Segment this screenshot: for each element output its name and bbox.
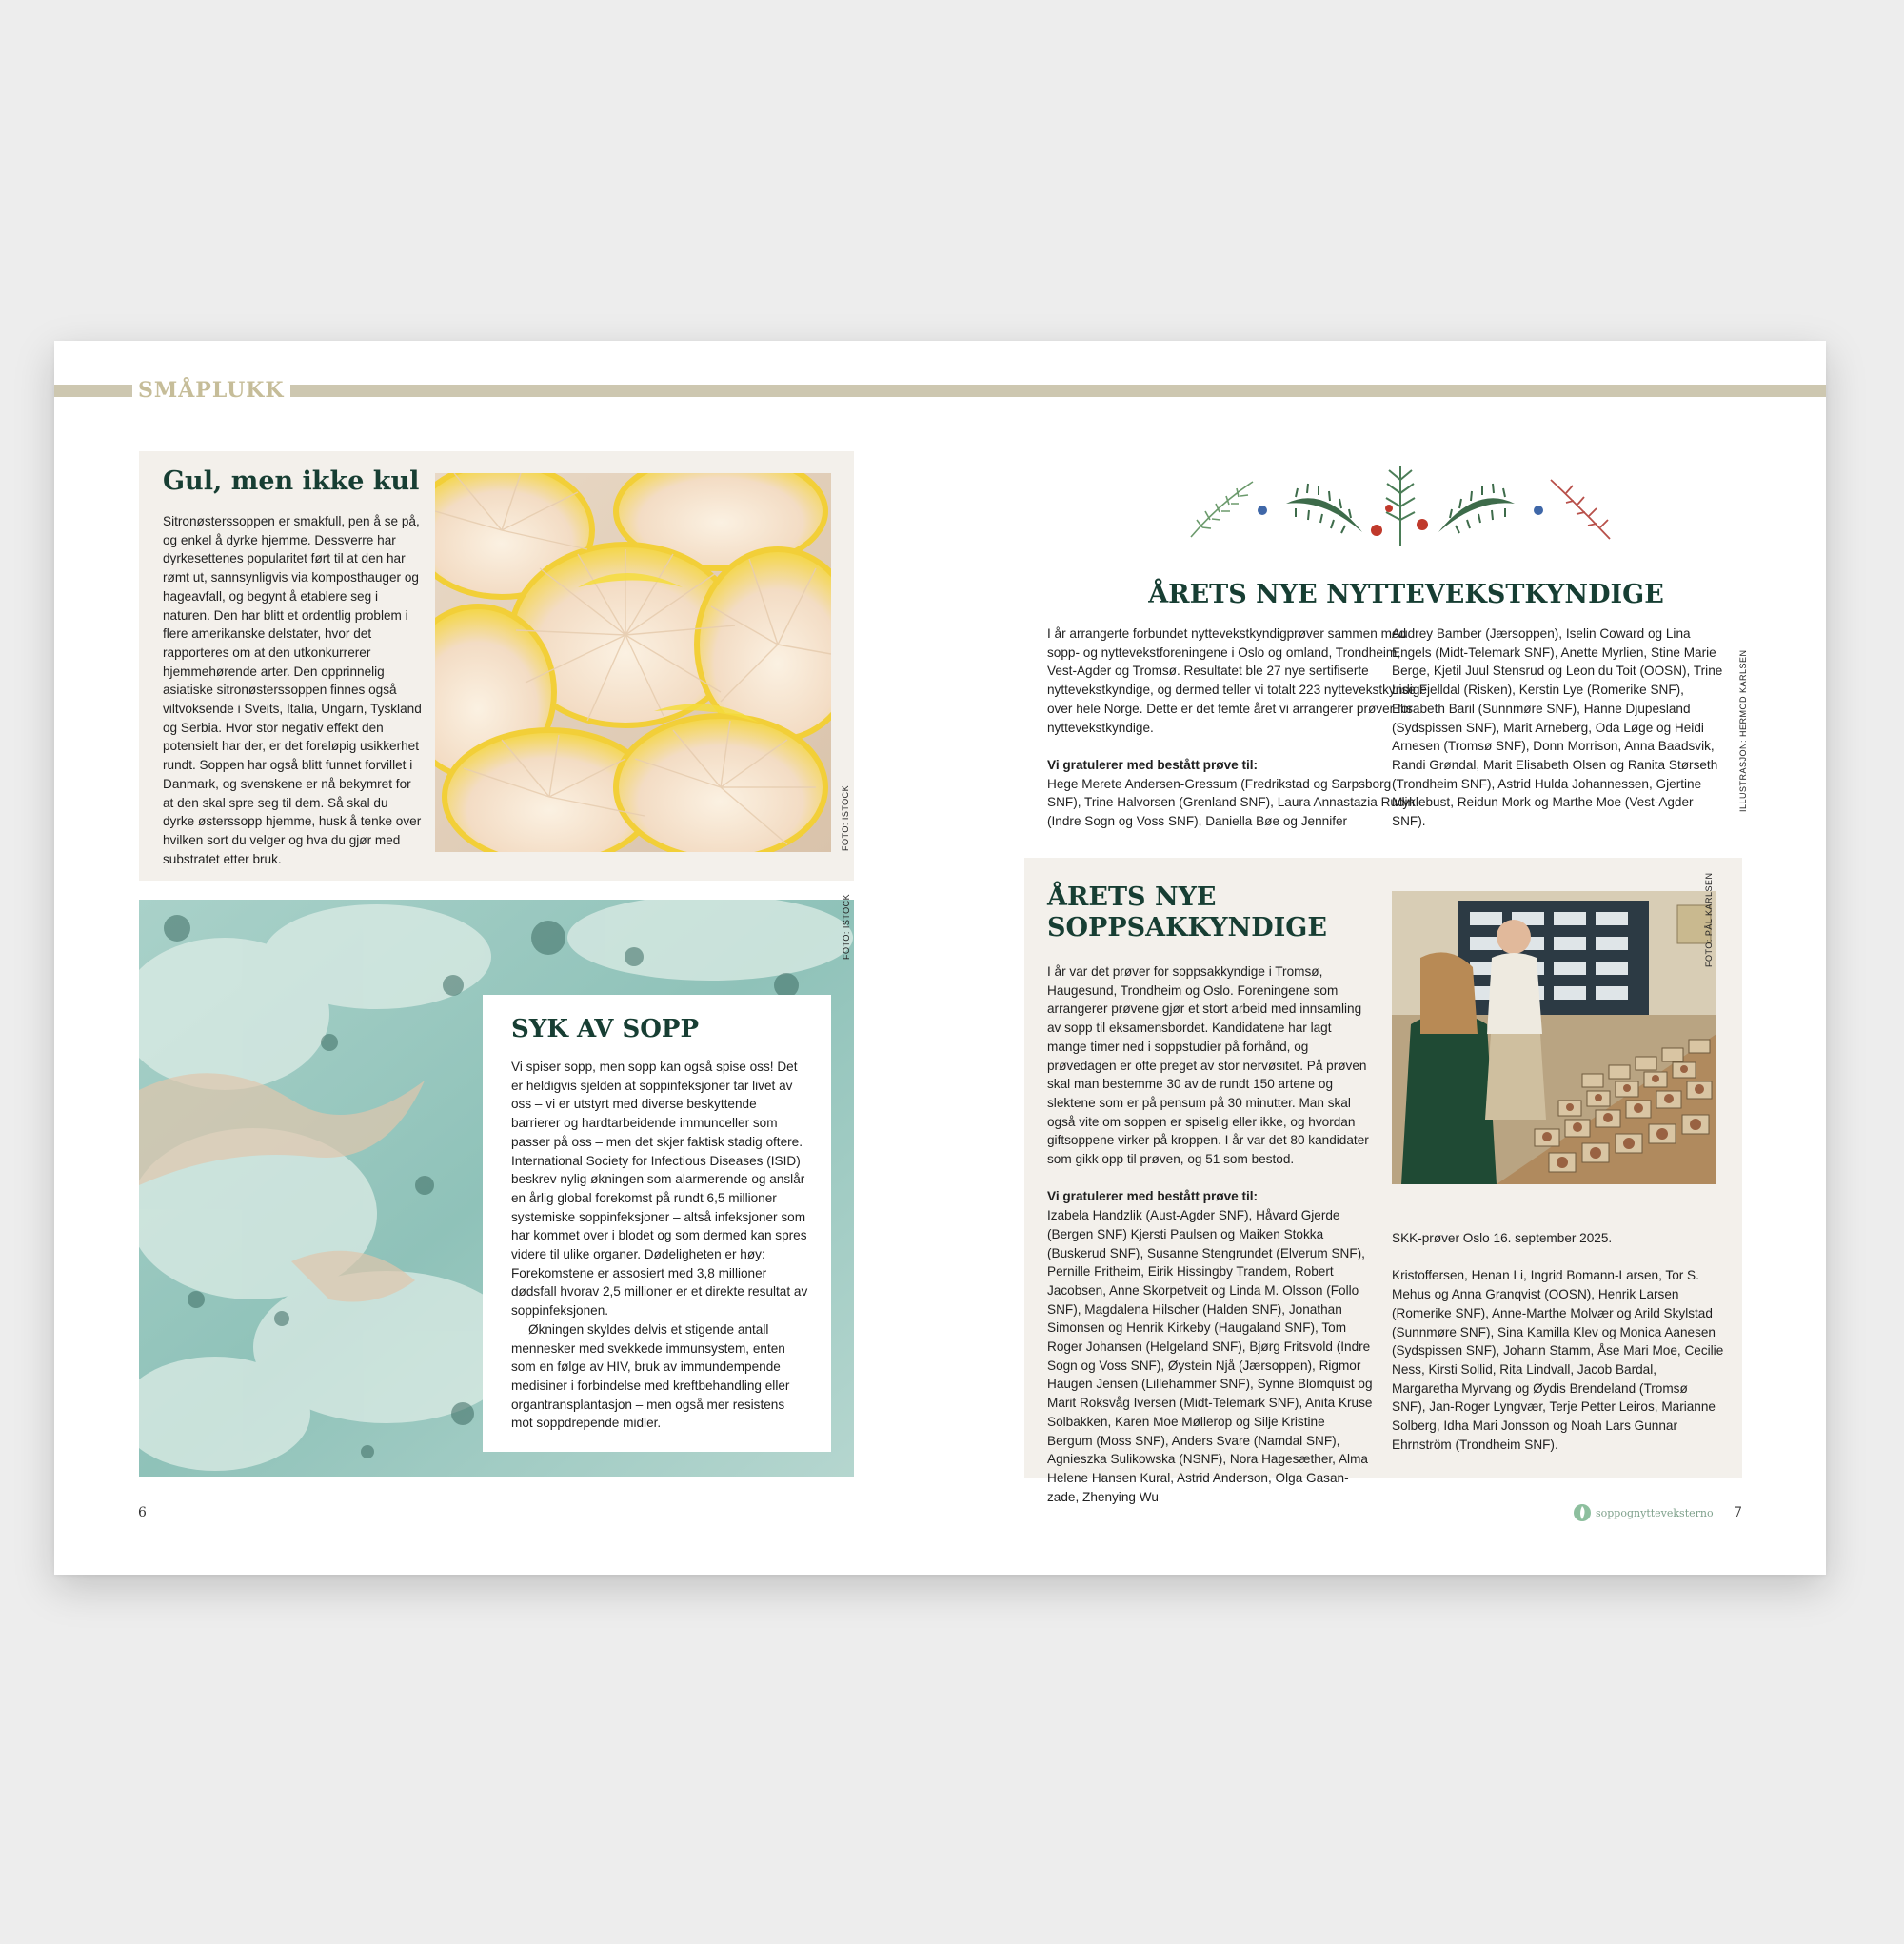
nytte-names-1: Hege Merete Andersen-Gressum (Fredrikstad og Sarpsborg SNF), Trine Halvorsen (Grenland SNF), Laura Annastazia Rudin (Indre Sogn og Voss SNF), Daniella Bøe og Jennifer	[1047, 776, 1416, 829]
sopp-photo-credit: FOTO: PÅL KARLSEN	[1704, 872, 1714, 967]
magazine-spread	[54, 341, 1826, 1575]
nytte-congrats: Vi gratulerer med bestått prøve til:	[1047, 757, 1259, 772]
syk-paragraph-2: Økningen skyldes delvis et stigende antall mennesker med svekkede immunsystem, enten som en følge av HIV, bruk av immundempende medisiner i forbindelse med kreftbehandling eller organtransplantasjon – men også mer resistens mot soppdrepende midler.	[511, 1321, 790, 1431]
gul-photo-credit: FOTO: ISTOCK	[841, 784, 850, 851]
section-bar	[54, 385, 1826, 397]
section-label: SMÅPLUKK	[132, 377, 290, 404]
nytte-column-1	[1047, 625, 1428, 831]
page-number-left: 6	[138, 1505, 147, 1520]
page-number-right: 7	[1734, 1505, 1742, 1520]
sopp-photo-caption: SKK-prøver Oslo 16. september 2025.	[1392, 1231, 1613, 1245]
exam-photo	[1392, 891, 1716, 1184]
sopp-spacer	[1047, 1169, 1373, 1188]
sopp-spacer-2	[1392, 1248, 1725, 1267]
gul-title: Gul, men ikke kul	[163, 466, 420, 496]
sopp-title-line-2: SOPPSAKKYNDIGE	[1047, 913, 1327, 942]
gul-paragraph: Sitronøsterssoppen er smakfull, pen å se på, og enkel å dyrke hjemme. Dessverre har dyrkesettenes popularitet ført til at den har rømt ut, sannsynligvis via komposthauger og hageavfall, og begynt å etablere seg i naturen. Den har blitt et ordentlig problem i flere amerikanske delstater, hvor det rapporteres om at den utkonkurrerer hjemmehørende arter. Den opprinnelig asiatiske sitronøsterssoppen finnes også viltvoksende i Sveits, Italia, Ungarn, Tyskland og Serbia. Hvor stor negativ effekt den potensielt har der, er det foreløpig usikkerhet rundt. Soppen har også blitt funnet forvillet i Danmark, og svenskene er nå bekymret for at den skal spre seg til dem. Så skal du dyrke østerssopp hjemme, husk å tenke over hvilken sort du velger og hva du gjør med substratet etter bruk.	[163, 514, 422, 866]
syk-article	[483, 995, 831, 1452]
nytte-title: ÅRETS NYE NYTTEVEKSTKYNDIGE	[1148, 580, 1664, 609]
sopp-intro: I år var det prøver for soppsakkyndige i Tromsø, Haugesund, Trondheim og Oslo. Foreningene som arrangerer prøvene gjør et stort arbeid med innsamling av sopp til eksamensbordet. Kandidatene har lagt mange timer ned i soppstudier på forhånd, og prøvedagen er ofte preget av stor nervøsitet. På prøven skal man bestemme 30 av de rundt 150 artene og slektene som er på pensum på 30 minutter. Man skal også vite om soppen er spiselig eller ikke, og hvordan giftsoppene virker på kroppen. I år var det 80 kandidater som gikk opp til prøven, og 51 som bestod.	[1047, 964, 1369, 1167]
nytte-column-2	[1392, 625, 1725, 831]
exam-photo-image	[1392, 891, 1716, 1184]
nytte-names-2: Audrey Bamber (Jærsoppen), Iselin Coward og Lina Engels (Midt-Telemark SNF), Anette Myrlien, Stine Marie Berge, Kjetil Juul Stensrud og Leon du Toit (OOSN), Trine Lise Fjelldal (Risken), Kerstin Lye (Romerike SNF), Elisabeth Baril (Sunnmøre SNF), Hanne Djupesland (Sydspissen SNF), Marit Arneberg, Oda Løge og Heidi Arnesen (Tromsø SNF), Donn Morrison, Anna Baadsvik, Randi Grøndal, Marit Elisabeth Olsen og Ranita Størseth (Trondheim SNF), Astrid Hulda Johannessen, Gjertine Myklebust, Reidun Mork og Marthe Moe (Vest-Agder SNF).	[1392, 626, 1723, 829]
sopp-title-line-1: ÅRETS NYE	[1047, 883, 1217, 912]
syk-paragraph-1: Vi spiser sopp, men sopp kan også spise oss! Det er heldigvis sjelden at soppinfeksjoner tar livet av oss – vi er utstyrt med diverse beskyttende barrierer og hardtarbeidende immunceller som passer på oss – men det skjer faktisk stadig oftere. International Society for Infectious Diseases (ISID) beskrev nylig økningen som alarmerende og anslår en årlig global forekomst på rundt 6,5 millioner systemiske soppinfeksjoner – altså infeksjoner som har kommet over i blodet og som dermed kan spres videre til ulike organer. Dødeligheten er høy: Forekomstene er assosiert med 3,8 millioner dødsfall hvorav 2,5 millioner er et direkte resultat av soppinfeksjonen.	[511, 1060, 808, 1319]
herb-branch-illustration	[1181, 461, 1619, 556]
sopp-names-2: Kristoffersen, Henan Li, Ingrid Bomann-Larsen, Tor S. Mehus og Anna Granqvist (OOSN), Henrik Larsen (Romerike SNF), Anne-Marthe Molvær og Arild Skylstad (Sunnmøre SNF), Sina Kamilla Klev og Monica Aanesen (Sydspissen SNF), Johann Stamm, Åse Mari Moe, Cecilie Ness, Kirsti Sollid, Rita Lindvall, Jacob Bardal, Margaretha Myrvang og Øydis Brendeland (Tromsø SNF), Jan-Roger Lyngvær, Terje Petter Leiros, Marianne Solberg, Idha Mari Jonsson og Noah Lars Gunnar Ehrnström (Trondheim SNF).	[1392, 1268, 1724, 1452]
sopp-congrats: Vi gratulerer med bestått prøve til:	[1047, 1189, 1259, 1204]
syk-photo-credit: FOTO: ISTOCK	[842, 893, 851, 960]
syk-title: SYK AV SOPP	[511, 1015, 700, 1043]
sopp-column-1	[1047, 962, 1373, 1506]
website-link[interactable]: soppognytteveksterno	[1596, 1506, 1714, 1519]
sopp-names-1: Izabela Handzlik (Aust-Agder SNF), Håvard Gjerde (Bergen SNF) Kjersti Paulsen og Maiken Stokka (Buskerud SNF), Susanne Stengrundet (Elverum SNF), Pernille Fritheim, Eirik Hissingby Trandem, Robert Jacobsen, Anne Skorpetveit og Linda M. Olsson (Follo SNF), Magdalena Hilscher (Halden SNF), Jonathan Simonsen og Henrik Kirkeby (Haugaland SNF), Tom Roger Johansen (Helgeland SNF), Bjørg Fritsvold (Indre Sogn og Voss SNF), Øystein Njå (Jærsoppen), Rigmor Haugen Jensen (Lillehammer SNF), Synne Blomquist og Marit Roksvåg Iversen (Midt-Telemark SNF), Anita Kruse Solbakken, Karen Moe Møllerop og Silje Kristine Bergum (Moss SNF), Anders Svare (Namdal SNF), Agnieszka Sulikowska (NSNF), Nora Hagesæther, Alma Helene Hansen Kural, Astrid Anderson, Olga Gasan-zade, Zhenying Wu	[1047, 1208, 1373, 1504]
sopp-column-2	[1392, 1229, 1725, 1454]
sopp-article	[1024, 858, 1742, 1504]
botanical-illustration	[1181, 461, 1619, 556]
logo-icon	[1573, 1503, 1592, 1522]
lemon-oyster-image	[435, 473, 831, 852]
nytte-spacer	[1047, 737, 1428, 756]
nytte-illustration-credit: ILLUSTRASJON: HERMOD KARLSEN	[1738, 649, 1748, 812]
gul-body	[163, 512, 422, 868]
gul-article	[139, 451, 854, 881]
lemon-oyster-photo	[435, 473, 831, 852]
syk-body	[511, 1058, 808, 1433]
website-footer[interactable]	[1573, 1503, 1714, 1522]
nytte-intro: I år arrangerte forbundet nyttevekstkyndigprøver sammen med sopp- og nyttevekstforeningene i Oslo og omland, Trondheim, Vest-Agder og Tromsø. Resultatet ble 27 nye sertifiserte nyttevekstkyndige, og dermed teller vi totalt 223 nyttevekstkyndige over hele Norge. Dette er det femte året vi arrangerer prøver for nyttevekstkyndige.	[1047, 626, 1427, 735]
